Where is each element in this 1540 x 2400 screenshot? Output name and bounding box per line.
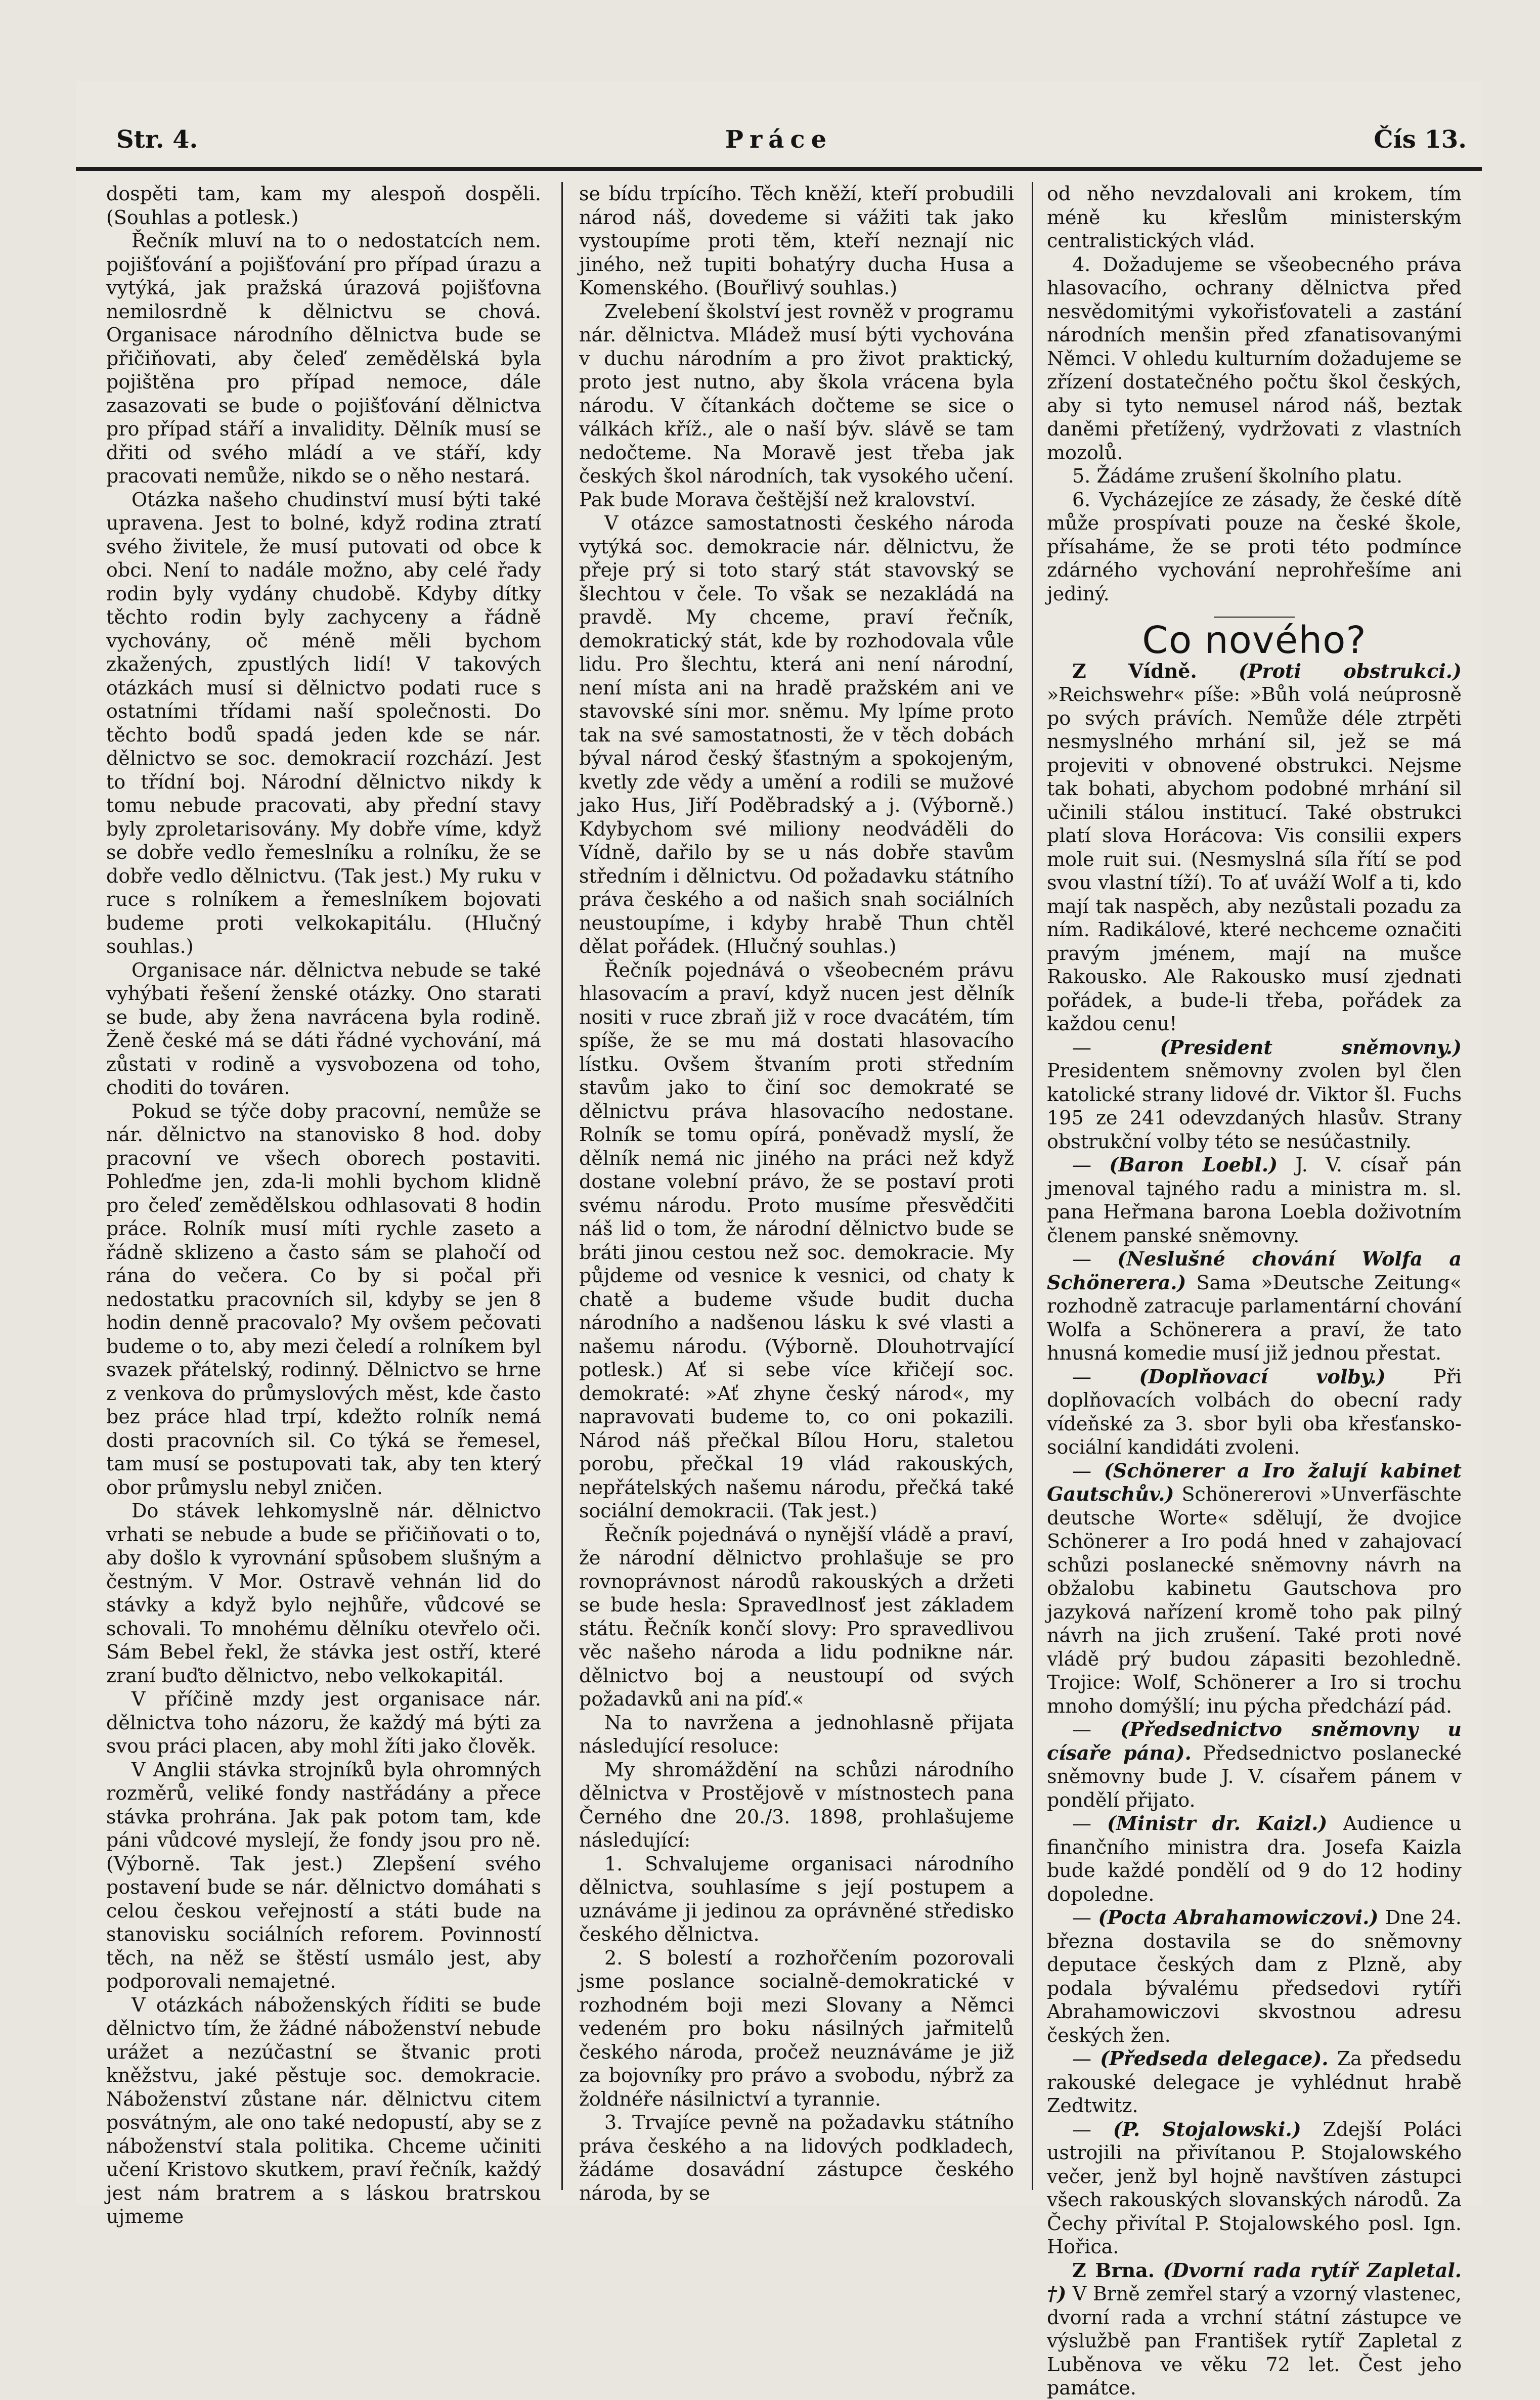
news-text: Sama »Deutsche Zeitung« rozhodně zatracuje parlamentární chování Wolfa a Schönerera a praví, že tato hnusná komedie musí již jednou přestat. <box>1047 1271 1462 1364</box>
news-tag: (Dvorní rada rytíř Zapletal. †) <box>1047 2258 1462 2305</box>
news-text: »Reichswehr« píše: »Bůh volá neúprosně po svých právích. Nemůže déle ztrpěti nesmyslného mrhání sil, jež se má projeviti v obnovené obstrukci. Nejsme tak bohati, abychom podobné mrhání sil učinili stálou institucí. Také obstrukci platí slova Horácova: Vis consilii expers mole ruit sui. (Nesmyslná síla řítí se pod svou vlastní tíží). To ať uváží Wolf a ti, kdo mají tak naspěch, aby nezůstali pozadu za ním. Radikálové, které nechceme označiti pravým jménem, mají na mušce Rakousko. Ale Rakousko musí zjednati pořádek, a bude-li třeba, pořádek za každou cenu! <box>1047 683 1462 1035</box>
paragraph: Organisace nár. dělnictva nebude se také vyhýbati řešení ženské otázky. Ono starati se bude, aby žena navrácena byla rodině. Ženě české má se dáti řádné vychování, má zůstati v rodině a vysvobozena od toho, choditi do továren. <box>106 958 541 1099</box>
news-text: Dne 24. března dostavila se do sněmovny deputace českých dam z Plzně, aby podala bývalému předsedovi rytíři Abrahamowiczovi skvostnou adresu českých žen. <box>1047 1906 1462 2046</box>
news-text: Zdejší Poláci ustrojili na přivítanou P. Stojalowského večer, jenž byl hojně navštíven zástupci všech rakouských slovanských národů. Za Čechy přivítal P. Stojalowského posl. Ign. Hořica. <box>1047 2118 1462 2258</box>
paragraph: dospěti tam, kam my alespoň dospěli. (Souhlas a potlesk.) <box>106 183 541 229</box>
news-dash: — <box>1072 1248 1091 1270</box>
news-dash: — <box>1072 1459 1091 1482</box>
issue-number: Čís 13. <box>1374 125 1467 154</box>
column-divider <box>1032 182 1033 2190</box>
news-location: Z Brna. <box>1072 2258 1155 2282</box>
paragraph: 1. Schvalujeme organisaci národního dělnictva, souhlasíme s její postupem a uznáváme ji jedinou za oprávněné středisko českého dělnictva. <box>579 1852 1014 1945</box>
paragraph: Pokud se týče doby pracovní, nemůže se nár. dělnictvo na stanovisko 8 hod. doby pracovní ve všech oborech postaviti. Pohleďme jen, zda-li mohli bychom klidně pro čeleď zemědělskou odhlasovati 8 hodin práce. Rolník musí míti rychle zaseto a řádně sklizeno a často sám se plahočí od rána do večera. Co by si počal při nedostatku pracovních sil, kdyby se jen 8 hodin denně pracovalo? My ovšem pečovati budeme o to, aby mezi čeledí a rolníkem byl svazek přátelský, rodinný. Dělnictvo se hrne z venkova do průmyslových měst, kde často bez práce hlad trpí, kdežto rolník nemá dosti pracovních sil. Co týká se řemesel, tam musí se postupovati tak, aby ten který obor průmyslu nebyl zničen. <box>106 1100 541 1499</box>
newspaper-title: Práce <box>725 125 833 154</box>
column-3 <box>1047 182 1462 2399</box>
paragraph: Řečník pojednává o nynější vládě a praví, že národní dělnictvo prohlašuje se pro rovnoprávnost národů rakouských a držeti se bude hesla: Spravedlnosť jest základem státu. Řečník končí slovy: Pro spravedlivou věc našeho národa a lidu podnikne nár. dělnictvo boj a neustoupí od svých požadavků ani na píď.« <box>579 1523 1014 1710</box>
page-number: Str. 4. <box>116 125 198 154</box>
news-dash: — <box>1072 1036 1091 1059</box>
paragraph: Na to navržena a jednohlasně přijata následující resoluce: <box>579 1711 1014 1757</box>
news-tag: (Doplňovací volby.) <box>1139 1365 1386 1388</box>
news-text: Audience u finančního ministra dra. Josefa Kaizla bude každé pondělí od 9 do 12 hodiny dopoledne. <box>1047 1812 1462 1905</box>
paragraph: V Anglii stávka strojníků byla ohromných rozměrů, veliké fondy nastřádány a přece stávka prohrána. Jak pak potom tam, kde páni vůdcové myslejí, že fondy jsou pro ně. (Výborně. Tak jest.) Zlepšení svého postavení bude se nár. dělnictvo domáhati s celou českou veřejností a státi bude na stanovisku sociálních reforem. Povinností těch, na něž se štěstí usmálo jest, aby podporovali nemajetné. <box>106 1758 541 1992</box>
news-dash: — <box>1072 2047 1091 2070</box>
news-text: Schönererovi »Unverfäschte deutsche Worte« sdělují, že dvojice Schönerer a Iro podá hned v zahajovací schůzi poslanecké sněmovny návrh na obžalobu kabinetu Gautschova pro jazyková nařízení kromě toho pak pilný návrh na jich zrušení. Také proti nové vládě prý budou zápasiti bezohledně. Trojice: Wolf, Schönerer a Iro si trochu mnoho domýšlí; inu pýcha předchází pád. <box>1047 1483 1462 1717</box>
news-dash: — <box>1072 1365 1091 1388</box>
news-location: Z Vídně. <box>1072 659 1197 682</box>
paragraph: V příčině mzdy jest organisace nár. dělnictva toho názoru, že každý má býti za svou práci placen, aby mohl žíti jako člověk. <box>106 1688 541 1757</box>
news-item <box>1047 660 1462 1036</box>
news-dash: — <box>1072 1812 1091 1835</box>
news-text: Předsednictvo poslanecké sněmovny bude J. V. císařem pánem v pondělí přijato. <box>1047 1741 1462 1811</box>
news-text: Za předsedu rakouské delegace je vyhlédnut hrabě Zedtwitz. <box>1047 2047 1462 2117</box>
separator-rule <box>1214 617 1295 618</box>
paragraph: 3. Trvajíce pevně na požadavku státního práva českého a na lidových podkladech, žádáme dosavádní zástupce českého národa, by se <box>579 2111 1014 2204</box>
news-item <box>1047 2047 1462 2118</box>
news-tag: (Předsednictvo sněmovny u císaře pána). <box>1047 1718 1462 1764</box>
news-dash: — <box>1072 1154 1091 1176</box>
news-tag: (Proti obstrukci.) <box>1239 659 1462 682</box>
news-item <box>1047 1247 1462 1365</box>
news-item <box>1047 1365 1462 1459</box>
paragraph: Zvelebení školství jest rovněž v programu nár. dělnictva. Mládež musí býti vychována v duchu národním a pro život praktický, proto jest nutno, aby škola vrácena byla národu. V čítankách dočteme se sice o válkách kříž., ale o naší býv. slávě se tam nedočteme. Na Moravě jest třeba jak českých škol národních, tak vysokého učení. Pak bude Morava češtější než kralovství. <box>579 300 1014 511</box>
news-dash: — <box>1072 1718 1091 1740</box>
news-item <box>1047 1906 1462 2047</box>
paragraph: Řečník mluví na to o nedostatcích nem. pojišťování a pojišťování pro případ úrazu a vytýká, jak pražská úrazová pojišťovna nemilosrdně k dělnictvu se chová. Organisace národního dělnictva bude se přičiňovati, aby čeleď zemědělská byla pojištěna pro případ nemoce, dále zasazovati se bude o pojišťování dělnictva pro případ stáří a invalidity. Dělník musí se dřiti od svého mládí a ve stáří, kdy pracovati nemůže, nikdo se o něho nestará. <box>106 230 541 487</box>
news-tag: (P. Stojalowski.) <box>1113 2117 1301 2141</box>
paragraph: Řečník pojednává o všeobecném právu hlasovacím a praví, když nucen jest dělník nositi v ruce zbraň již v roce dvacátém, tím spíše, že se mu má dostati hlasovacího lístku. Ovšem štvaním proti středním stavům jako to činí soc demokraté se dělnictvu práva hlasovacího nedostane. Rolník se tomu opírá, poněvadž myslí, že dělník nemá nic jiného na práci než když dostane volební právo, že se postaví proti svému národu. Proto musíme přesvědčiti náš lid o tom, že národní dělnictvo bude se bráti jinou cestou než soc. demokracie. My půjdeme od vesnice k vesnici, od chaty k chatě a budeme všude budit ducha národního a nadšenou lásku k své vlasti a našemu národu. (Výborně. Dlouhotrvající potlesk.) Ať si sebe více křičejí soc. demokraté: »Ať zhyne český národ«, my napravovati budeme to, co oni pokazili. Národ náš přečkal Bílou Horu, staletou porobu, přečkal 19 vlád rakouských, nepřátelských našemu národu, přečká také sociální demokracii. (Tak jest.) <box>579 958 1014 1522</box>
paragraph: 5. Žádáme zrušení školního platu. <box>1072 465 1402 487</box>
column-2 <box>579 182 1014 2204</box>
paragraph: 2. S bolestí a rozhořčením pozorovali jsme poslance socialně-demokratické v rozhodném boji mezi Slovany a Němci vedeném pro boku násilných jařmitelů českého národa, pročež neuznáváme je již za bojovníky pro právo a svobodu, nýbrž za žoldnéře násilnictví a tyrannie. <box>579 1946 1014 2110</box>
news-tag: (Předseda delegace). <box>1100 2047 1329 2070</box>
news-item <box>1047 1812 1462 1906</box>
news-item <box>1047 2259 1462 2400</box>
section-heading: Co nového? <box>1142 619 1367 662</box>
paragraph: V otázce samostatnosti českého národa vytýká soc. demokracie nár. dělnictvu, že přeje prý si toto starý stát stavovský se šlechtou v čele. To však se nezakládá na pravdě. My chceme, praví řečník, demokratický stát, kde by rozhodovala vůle lidu. Pro šlechtu, která ani není národní, není místa ani na hradě pražském ani ve stavovské síni mor. sněmu. My lpíme proto tak na své samostatnosti, že v těch dobách býval národ český šťastným a spokojeným, kvetly zde vědy a umění a rodili se mužové jako Hus, Jiří Poděbradský a j. (Výborně.) Kdybychom své miliony neodváděli do Vídně, dařilo by se u nás dobře stavům středním i dělnictvu. Od požadavku státního práva českého a od našich snah sociálních neustoupíme, i kdyby hrabě Thun chtěl dělat pořádek. (Hlučný souhlas.) <box>579 512 1014 957</box>
news-tag: (President sněmovny.) <box>1160 1035 1462 1059</box>
news-item <box>1047 1036 1462 1154</box>
article-columns <box>106 182 1467 2399</box>
paragraph: od něho nevzdalovali ani krokem, tím méně ku křeslům ministerským centralistických vlád. <box>1047 183 1462 252</box>
paragraph: Do stávek lehkomyslně nár. dělnictvo vrhati se nebude a bude se přičiňovati o to, aby došlo k vyrovnání spůsobem slušným a čestným. V Mor. Ostravě vehnán lid do stávky a když bylo nejhůře, vůdcové se schovali. To mnohému dělníku otevřelo oči. Sám Bebel řekl, že stávka jest ostří, které zraní buďto dělnictvo, nebo velkokapitál. <box>106 1500 541 1687</box>
page-header <box>76 121 1482 171</box>
news-item <box>1047 1153 1462 1247</box>
newspaper-page <box>76 81 1482 2399</box>
news-dash: — <box>1072 1906 1091 1929</box>
paragraph: 6. Vycházejíce ze zásady, že české dítě může prospívati pouze na české škole, přísaháme, že se proti této podmínce zdárného vychování neprohřešíme ani jediný. <box>1047 488 1462 605</box>
paragraph: se bídu trpícího. Těch kněží, kteří probudili národ náš, dovedeme si vážiti tak jako vystoupíme proti těm, kteří neznají nic jiného, než tupiti bohatýry ducha Husa a Komenského. (Bouřlivý souhlas.) <box>579 183 1014 299</box>
paragraph: 4. Dožadujeme se všeobecného práva hlasovacího, ochrany dělnictva před nesvědomitými vykořisťovateli a zastání národních menšin před zfanatisovanými Němci. V ohledu kulturním dožadujeme se zřízení dostatečného počtu škol českých, aby si tyto nemusel národ náš, beztak daněmi přetížený, vydržovati z vlastních mozolů. <box>1047 253 1462 464</box>
column-1 <box>106 182 541 2228</box>
news-tag: (Baron Loebl.) <box>1109 1153 1278 1176</box>
paragraph: Otázka našeho chudinství musí býti také upravena. Jest to bolné, když rodina ztratí svého živitele, že musí putovati od obce k obci. Není to nadále možno, aby celé řady rodin byly vydány chudobě. Kdyby dítky těchto rodin byly zachyceny a řádně vychovány, oč méně měli bychom zkažených, zpustlých lidí! V takových otázkách musí si dělnictvo podati ruce s ostatními třídami naší společnosti. Do těchto bodů spadá jeden kde se nár. dělnictvo se soc. demokracií rozchází. Jest to třídní boj. Národní dělnictvo nikdy k tomu nebude pracovati, aby přední stavy byly zproletarisovány. My dobře víme, když se dobře vedlo řemeslníku a rolníku, že se dobře vedlo dělnictvu. (Tak jest.) My ruku v ruce s rolníkem a řemeslníkem bojovati budeme proti velkokapitálu. (Hlučný souhlas.) <box>106 488 541 957</box>
news-text: Při doplňovacích volbách do obecní rady vídeňské za 3. sbor byli oba křesťansko-sociální kandidáti zvoleni. <box>1047 1365 1462 1458</box>
news-item <box>1047 1459 1462 1718</box>
news-item <box>1047 1718 1462 1812</box>
news-text: Presidentem sněmovny zvolen byl člen katolické strany lidové dr. Viktor šl. Fuchs 195 ze 241 odevzdaných hlasův. Strany obstrukční volby této se nesúčastnily. <box>1047 1060 1462 1153</box>
news-item <box>1047 2118 1462 2259</box>
news-text: V Brně zemřel starý a vzorný vlastenec, dvorní rada a vrchní státní zástupce ve výslužbě pan František rytíř Zapletal z Luběnova ve věku 72 let. Čest jeho památce. <box>1047 2283 1462 2399</box>
news-dash: — <box>1072 2118 1091 2141</box>
news-tag: (Ministr dr. Kaizl.) <box>1107 1812 1328 1835</box>
news-tag: (Pocta Abrahamowiczovi.) <box>1098 1906 1379 1929</box>
paragraph: My shromáždění na schůzi národního dělnictva v Prostějově v místnostech pana Černého dne 20./3. 1898, prohlašujeme následující: <box>579 1758 1014 1851</box>
news-tag: (Schönerer a Iro žalují kabinet Gautschův.) <box>1047 1459 1462 1505</box>
news-text: J. V. císař pán jmenoval tajného radu a ministra m. sl. pana Heřmana barona Loebla doživotním členem panské sněmovny. <box>1047 1154 1462 1247</box>
paragraph: V otázkách náboženských říditi se bude dělnictvo tím, že žádné náboženství nebude urážet a nezúčastní se štvanic proti kněžstvu, jaké pěstuje soc. demokracie. Náboženství zůstane nár. dělnictvu citem posvátným, ale ono také nedopustí, aby se z náboženství stala politika. Chceme učiniti učení Kristovo skutkem, praví řečník, každý jest nám bratrem a s láskou bratrskou ujmeme <box>106 1993 541 2228</box>
news-tag: (Neslušné chování Wolfa a Schönerera.) <box>1047 1247 1462 1294</box>
column-divider <box>561 182 563 2190</box>
